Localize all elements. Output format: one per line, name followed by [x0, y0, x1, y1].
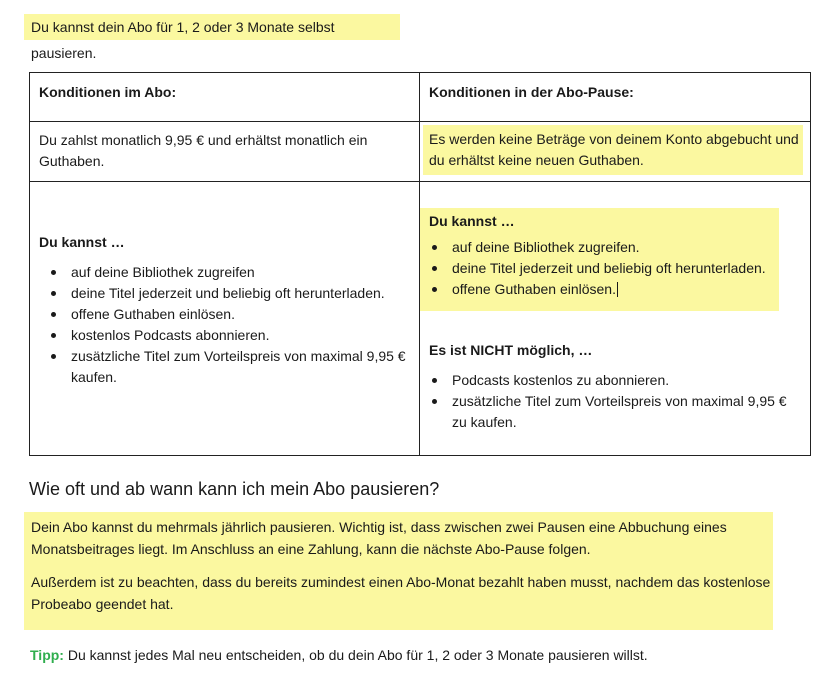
table-row: [30, 122, 811, 182]
table-cell: [420, 122, 811, 182]
row3-right-list: [429, 237, 779, 300]
table-cell: [30, 73, 420, 122]
row3-right-heading: Du kannst …: [429, 213, 515, 229]
list-item: offene Guthaben einlösen.: [71, 304, 409, 325]
row3-left-list: [39, 262, 409, 388]
not-possible-heading: Es ist NICHT möglich, …: [429, 342, 593, 358]
table-row: [30, 182, 811, 456]
list-item: Podcasts kostenlos zu abonnieren.: [452, 370, 800, 391]
row2-left-text: Du zahlst monatlich 9,95 € und erhältst monatlich ein Guthaben.: [39, 132, 368, 169]
list-item: [452, 279, 779, 300]
header-right: Konditionen in der Abo-Pause:: [429, 84, 634, 100]
header-left: Konditionen im Abo:: [39, 84, 177, 100]
paragraph: Dein Abo kannst du mehrmals jährlich pausieren. Wichtig ist, dass zwischen zwei Pausen eine Abbuchung eines Monatsbeitrages liegt. Im Anschluss an eine Zahlung, kann die nächste Abo-Pause folgen.: [31, 519, 727, 557]
list-item: zusätzliche Titel zum Vorteilspreis von maximal 9,95 € kaufen.: [71, 346, 409, 388]
row3-right-not-possible: [429, 342, 800, 433]
tip: [30, 647, 648, 663]
list-item: kostenlos Podcasts abonnieren.: [71, 325, 409, 346]
list-item: auf deine Bibliothek zugreifen: [71, 262, 409, 283]
tip-label: Tipp:: [30, 647, 64, 663]
not-possible-list: [429, 370, 800, 433]
table-cell: [30, 122, 420, 182]
row3-left-heading: Du kannst …: [39, 234, 125, 250]
row3-left: [39, 234, 409, 388]
intro-highlight: [24, 14, 400, 61]
table-cell: [420, 73, 811, 122]
text-cursor: [617, 282, 618, 297]
highlighted-paragraphs: [24, 512, 773, 630]
list-item: deine Titel jederzeit und beliebig oft herunterladen.: [71, 283, 409, 304]
intro-text: Du kannst dein Abo für 1, 2 oder 3 Monate selbst pausieren.: [31, 19, 335, 61]
row2-right-text: Es werden keine Beträge von deinem Konto abgebucht und du erhältst keine neuen Guthaben.: [423, 125, 803, 175]
list-item: auf deine Bibliothek zugreifen.: [452, 237, 779, 258]
list-item: zusätzliche Titel zum Vorteilspreis von maximal 9,95 € zu kaufen.: [452, 391, 800, 433]
list-item: deine Titel jederzeit und beliebig oft herunterladen.: [452, 258, 779, 279]
paragraph: Außerdem ist zu beachten, dass du bereits zumindest einen Abo-Monat bezahlt haben musst, nachdem das kostenlose Probeabo geendet hat.: [31, 574, 771, 612]
tip-text: Du kannst jedes Mal neu entscheiden, ob du dein Abo für 1, 2 oder 3 Monate pausieren willst.: [63, 647, 648, 663]
table-cell: [30, 182, 420, 456]
table-cell: [420, 182, 811, 456]
table-row: [30, 73, 811, 122]
row3-right-highlight: [420, 208, 779, 311]
section-heading: Wie oft und ab wann kann ich mein Abo pausieren?: [29, 479, 440, 499]
list-item-text: offene Guthaben einlösen.: [452, 281, 616, 297]
conditions-table: [29, 72, 811, 456]
